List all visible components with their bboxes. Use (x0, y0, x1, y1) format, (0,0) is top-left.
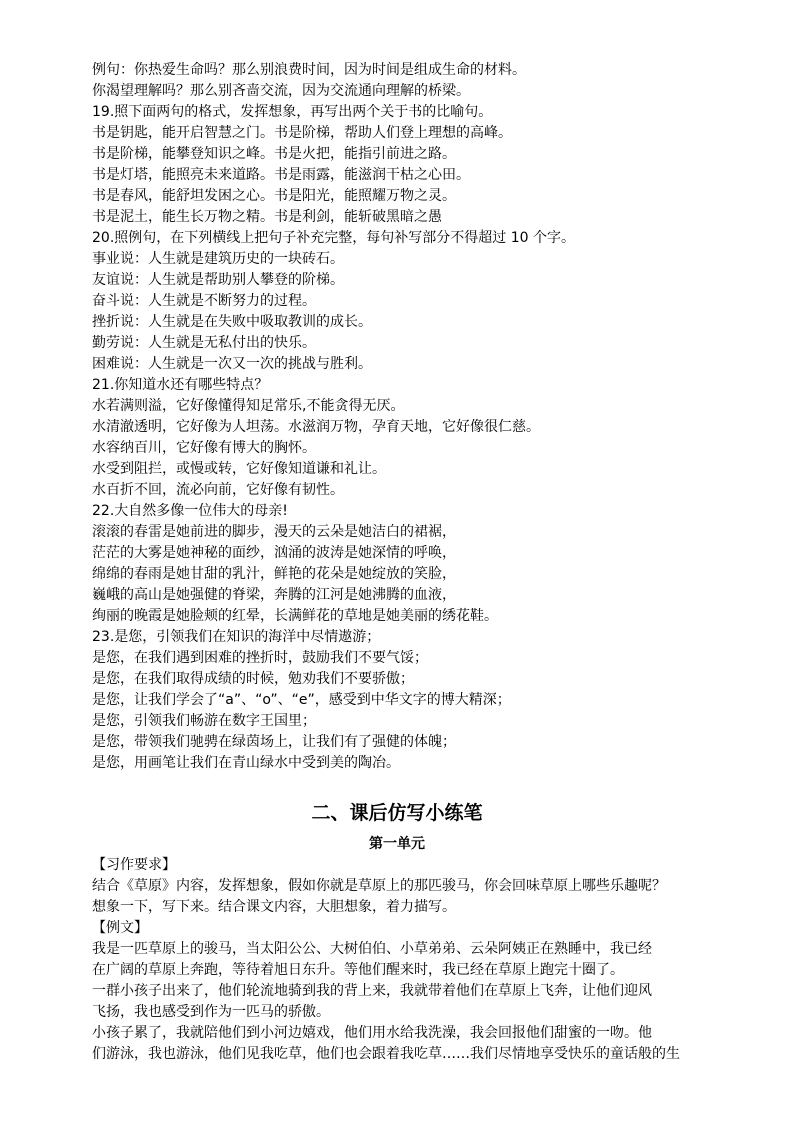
question-23: 23.是您，引领我们在知识的海洋中尽情遨游； (92, 629, 381, 645)
section-title: 二、课后仿写小练笔 (311, 802, 483, 824)
text-line: 是您，用画笔让我们在青山绿水中受到美的陶冶。 (92, 755, 400, 771)
text-line: 茫茫的大雾是她神秘的面纱，汹涌的波涛是她深情的呼唤， (92, 545, 456, 561)
text-line: 例句：你热爱生命吗？那么别浪费时间，因为时间是组成生命的材料。 (92, 62, 526, 78)
text-line: 水容纳百川，它好像有博大的胸怀。 (92, 440, 316, 456)
text-line: 勤劳说：人生就是无私付出的快乐。 (92, 335, 316, 351)
text-line: 是您，引领我们畅游在数字王国里； (92, 713, 316, 729)
essay-line: 想象一下，写下来。结合课文内容，大胆想象，着力描写。 (92, 899, 456, 915)
text-line: 书是春风，能舒坦发困之心。书是阳光，能照耀万物之灵。 (92, 188, 456, 204)
essay-line: 一群小孩子出来了，他们轮流地骑到我的背上来，我就带着他们在草原上飞奔，让他们迎风 (92, 983, 652, 999)
question-19: 19.照下面两句的格式，发挥想象，再写出两个关于书的比喻句。 (92, 104, 493, 120)
text-line: 水清澈透明，它好像为人坦荡。水滋润万物，孕育天地，它好像很仁慈。 (92, 419, 540, 435)
text-line: 书是钥匙，能开启智慧之门。书是阶梯，帮助人们登上理想的高峰。 (92, 125, 512, 141)
text-line: 绵绵的春雨是她甘甜的乳汁，鲜艳的花朵是她绽放的笑脸， (92, 566, 456, 582)
question-21: 21.你知道水还有哪些特点？ (92, 377, 269, 393)
essay-line: 在广阔的草原上奔跑，等待着旭日东升。等他们醒来时，我已经在草原上跑完十圈了。 (92, 962, 624, 978)
text-line: 是您，在我们取得成绩的时候，勉劝我们不要骄傲； (92, 671, 414, 687)
text-line: 书是泥土，能生长万物之精。书是利剑，能斩破黑暗之愚 (92, 209, 442, 225)
question-20: 20.照例句，在下列横线上把句子补充完整，每句补写部分不得超过 10 个字。 (92, 230, 575, 246)
essay-line: 小孩子累了，我就陪他们到小河边嬉戏，他们用水给我洗澡，我会回报他们甜蜜的一吻。他 (92, 1025, 652, 1041)
essay-line: 飞扬，我也感受到作为一匹马的骄傲。 (92, 1004, 330, 1020)
text-line: 奋斗说：人生就是不断努力的过程。 (92, 293, 316, 309)
text-line: 是您，在我们遇到困难的挫折时，鼓励我们不要气馁； (92, 650, 428, 666)
essay-line: 们游泳，我也游泳，他们见我吃草，他们也会跟着我吃草……我们尽情地享受快乐的童话般的生 (92, 1046, 680, 1062)
text-line: 挫折说：人生就是在失败中吸取教训的成长。 (92, 314, 372, 330)
text-line: 水若满则溢，它好像懂得知足常乐,不能贪得无厌。 (92, 398, 405, 414)
text-line: 友谊说：人生就是帮助别人攀登的阶梯。 (92, 272, 344, 288)
text-line: 是您，带领我们驰骋在绿茵场上，让我们有了强健的体魄； (92, 734, 456, 750)
question-22: 22.大自然多像一位伟大的母亲! (92, 503, 288, 519)
text-line: 水受到阻拦，或慢或转，它好像知道谦和礼让。 (92, 461, 386, 477)
essay-line: 结合《草原》内容，发挥想象，假如你就是草原上的那匹骏马，你会回味草原上哪些乐趣呢？ (92, 878, 666, 894)
text-line: 是您，让我们学会了“a”、“o”、“e”，感受到中华文字的博大精深； (92, 692, 511, 708)
text-line: 书是阶梯，能攀登知识之峰。书是火把，能指引前进之路。 (92, 146, 456, 162)
text-line: 事业说：人生就是建筑历史的一块砖石。 (92, 251, 344, 267)
text-line: 巍峨的高山是她强健的脊梁，奔腾的江河是她沸腾的血液， (92, 587, 456, 603)
text-line: 困难说：人生就是一次又一次的挑战与胜利。 (92, 356, 372, 372)
essay-line: 我是一匹草原上的骏马，当太阳公公、大树伯伯、小草弟弟、云朵阿姨正在熟睡中，我已经 (92, 941, 652, 957)
text-line: 你渴望理解吗？那么别吝啬交流，因为交流通向理解的桥梁。 (92, 83, 470, 99)
essay-example-label: 【例文】 (92, 920, 148, 936)
text-line: 水百折不回，流必向前，它好像有韧性。 (92, 482, 344, 498)
text-line: 绚丽的晚霞是她脸颊的红晕，长满鲜花的草地是她美丽的绣花鞋。 (92, 608, 498, 624)
text-line: 滚滚的春雷是她前进的脚步，漫天的云朵是她洁白的裙裾， (92, 524, 456, 540)
unit-title: 第一单元 (369, 836, 425, 852)
essay-requirement-label: 【习作要求】 (92, 857, 176, 873)
text-line: 书是灯塔，能照亮未来道路。书是雨露，能滋润干枯之心田。 (92, 167, 470, 183)
